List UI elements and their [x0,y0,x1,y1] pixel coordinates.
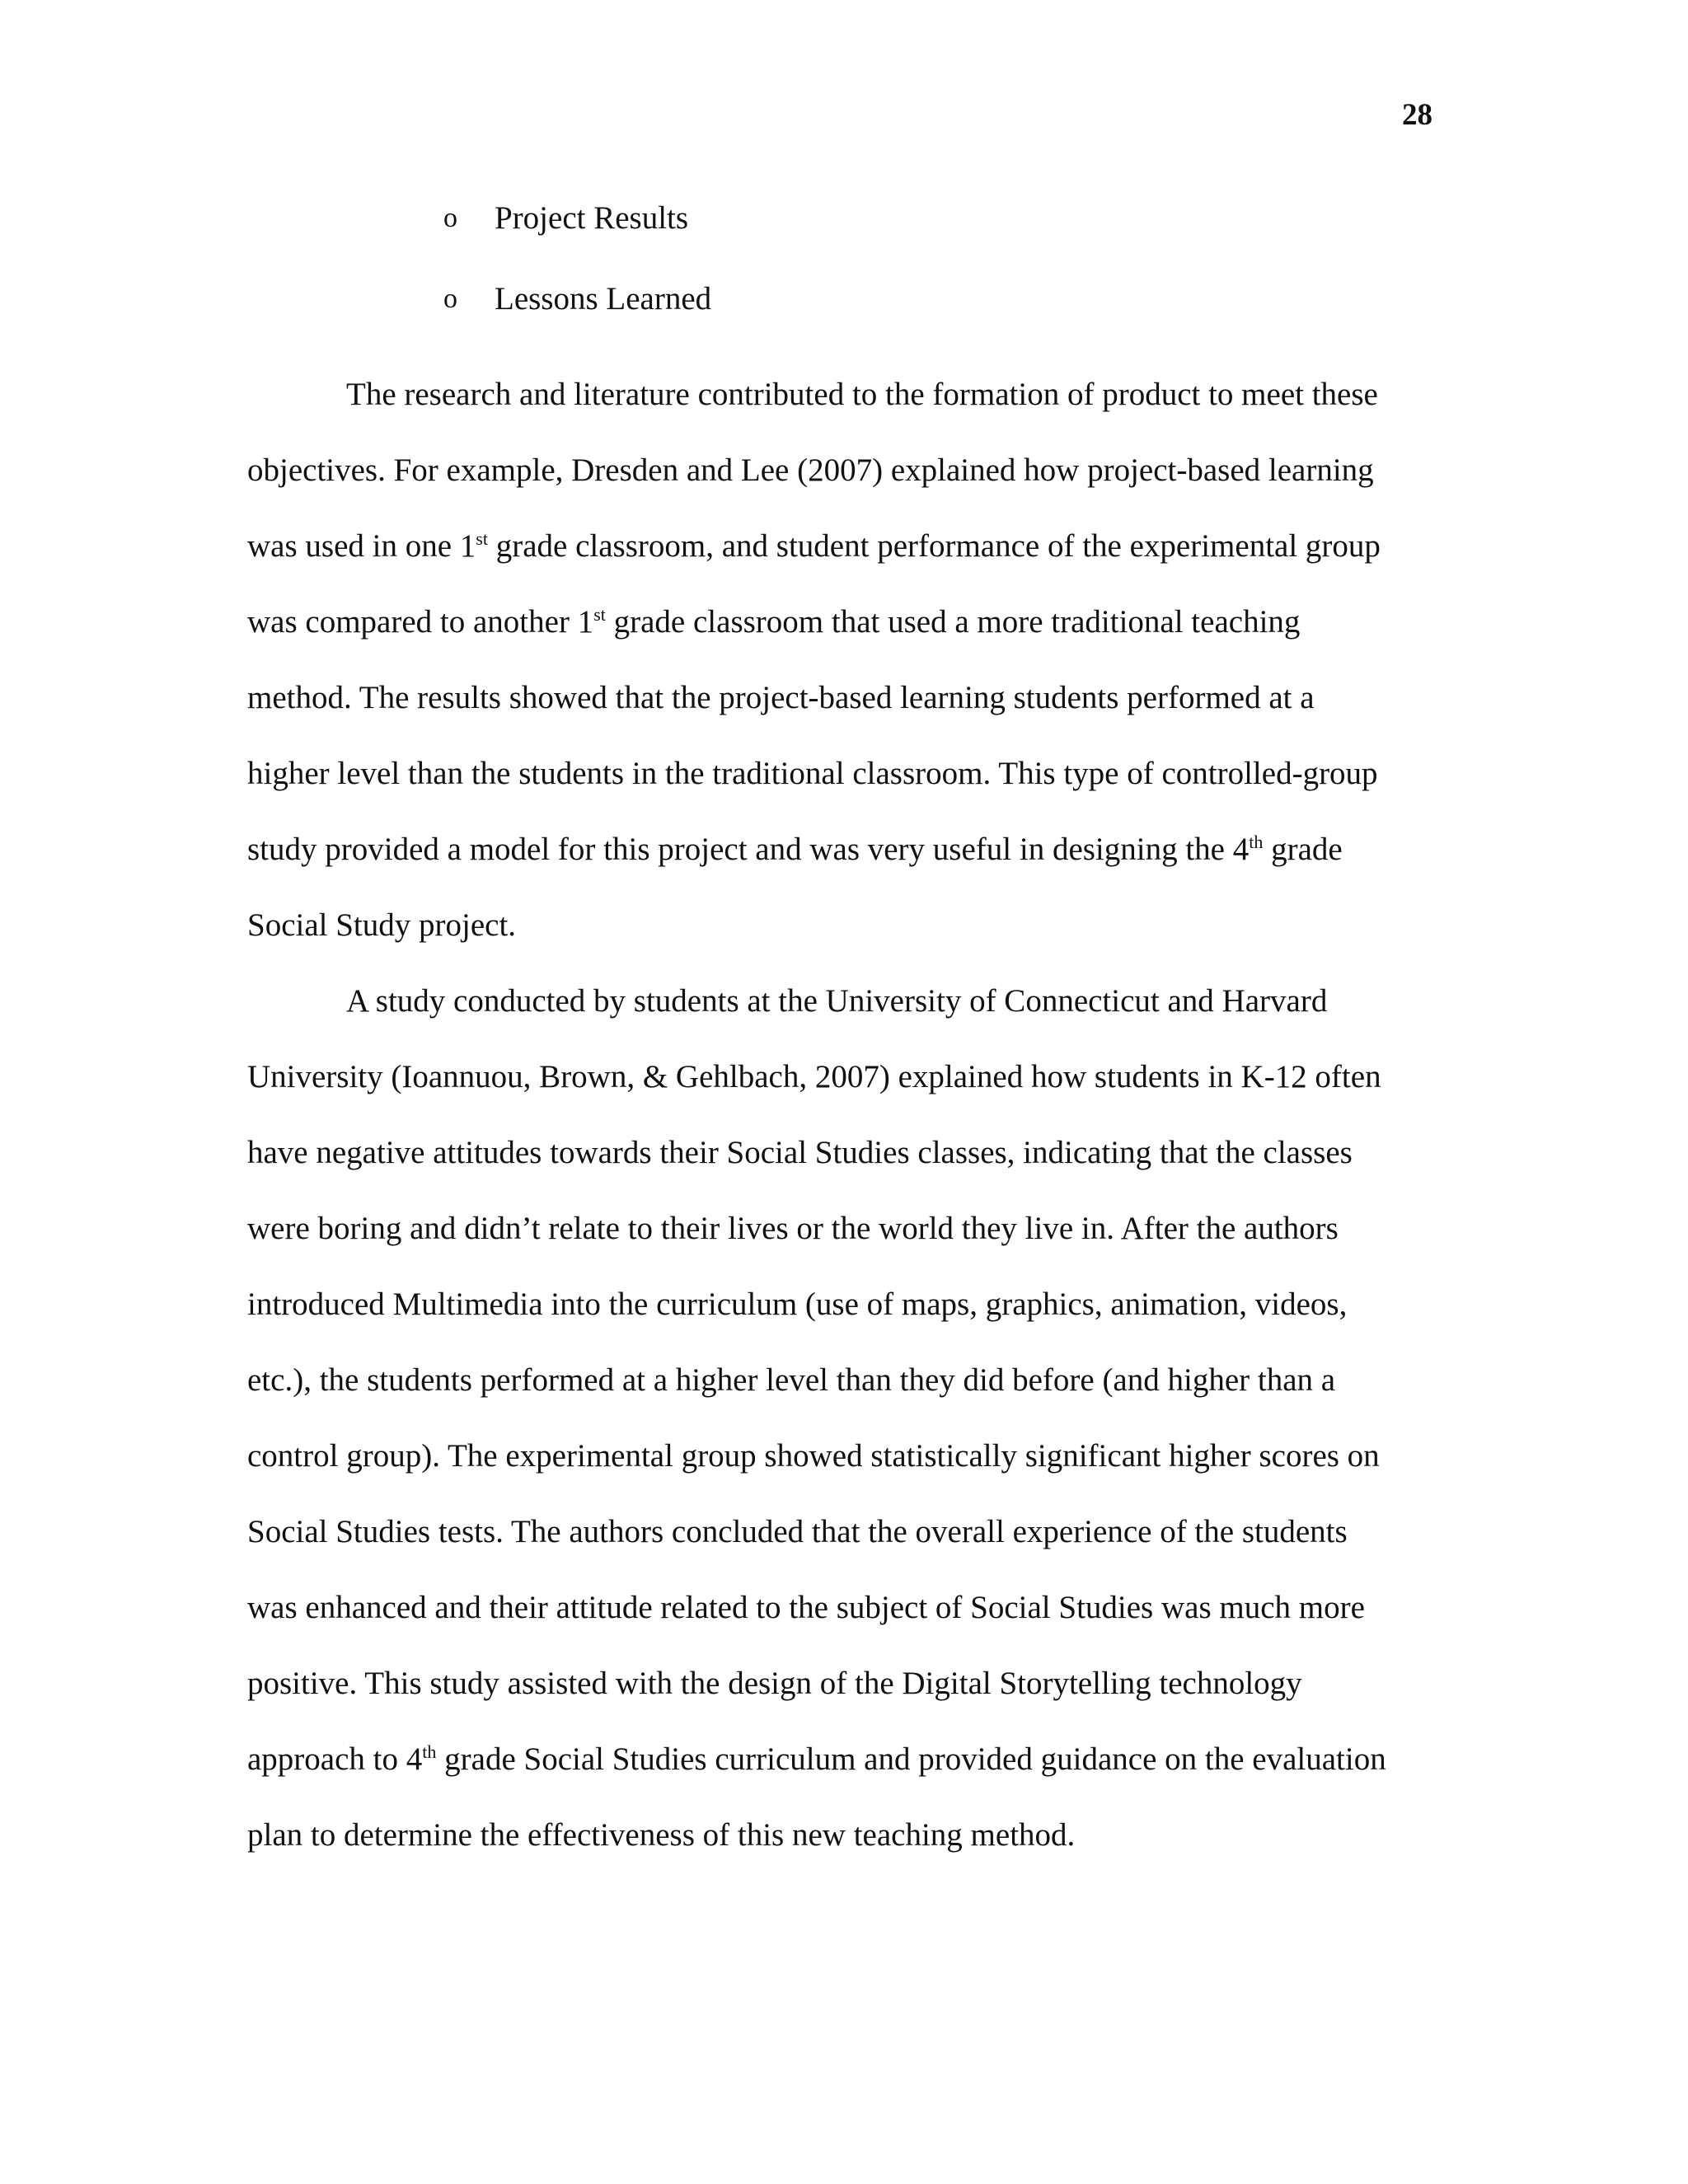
bullet-list [443,194,711,356]
text-line: control group). The experimental group showed statistically significant higher scores on [247,1438,1380,1474]
text-line: etc.), the students performed at a higher level than they did before (and higher than a [247,1362,1336,1398]
bullet-marker: o [443,284,457,314]
text-line: method. The results showed that the project-based learning students performed at a [247,680,1315,715]
text-line: introduced Multimedia into the curriculum (use of maps, graphics, animation, videos, [247,1286,1348,1322]
text-line: A study conducted by students at the University of Connecticut and Harvard [346,983,1328,1019]
bullet-text: Lessons Learned [495,281,712,316]
superscript: st [593,604,606,625]
text-line [247,509,1442,584]
text-line: The research and literature contributed to the formation of product to meet these [346,377,1378,412]
text-segment: grade classroom that used a more traditional teaching [605,604,1301,640]
text-segment: study provided a model for this project and was very useful in designing the 4 [247,832,1250,867]
bullet-item-project-results [443,194,711,275]
text-line: higher level than the students in the traditional classroom. This type of controlled-group [247,756,1378,791]
text-line [247,584,1442,660]
text-segment: approach to 4 [247,1741,423,1777]
text-line: objectives. For example, Dresden and Lee (2007) explained how project-based learning [247,452,1374,488]
text-line: were boring and didn’t relate to their lives or the world they live in. After the authors [247,1211,1339,1246]
bullet-marker: o [443,203,457,233]
text-line: Social Studies tests. The authors concluded that the overall experience of the students [247,1514,1348,1549]
text-segment: was used in one 1 [247,528,476,564]
text-line: University (Ioannuou, Brown, & Gehlbach, 2007) explained how students in K-12 often [247,1059,1381,1094]
text-line: was enhanced and their attitude related to the subject of Social Studies was much more [247,1590,1365,1625]
superscript: th [1249,832,1264,852]
bullet-item-lessons-learned [443,275,711,356]
text-segment: was compared to another 1 [247,604,594,640]
paragraph-2 [247,963,1442,1873]
paragraph-1 [247,357,1442,963]
text-line: plan to determine the effectiveness of this new teaching method. [247,1817,1076,1853]
text-line [247,1722,1442,1797]
text-line [247,812,1442,888]
page-number: 28 [1402,98,1432,132]
text-segment: grade classroom, and student performance of the experimental group [487,528,1381,564]
text-line: have negative attitudes towards their Social Studies classes, indicating that the classes [247,1135,1353,1170]
body-text [247,357,1442,1873]
superscript: st [476,528,488,549]
text-line: positive. This study assisted with the design of the Digital Storytelling technology [247,1666,1302,1701]
text-segment: grade Social Studies curriculum and provided guidance on the evaluation [436,1741,1386,1777]
bullet-text: Project Results [495,200,689,236]
text-segment: grade [1263,832,1343,867]
text-line: Social Study project. [247,907,517,943]
superscript: th [422,1741,437,1762]
